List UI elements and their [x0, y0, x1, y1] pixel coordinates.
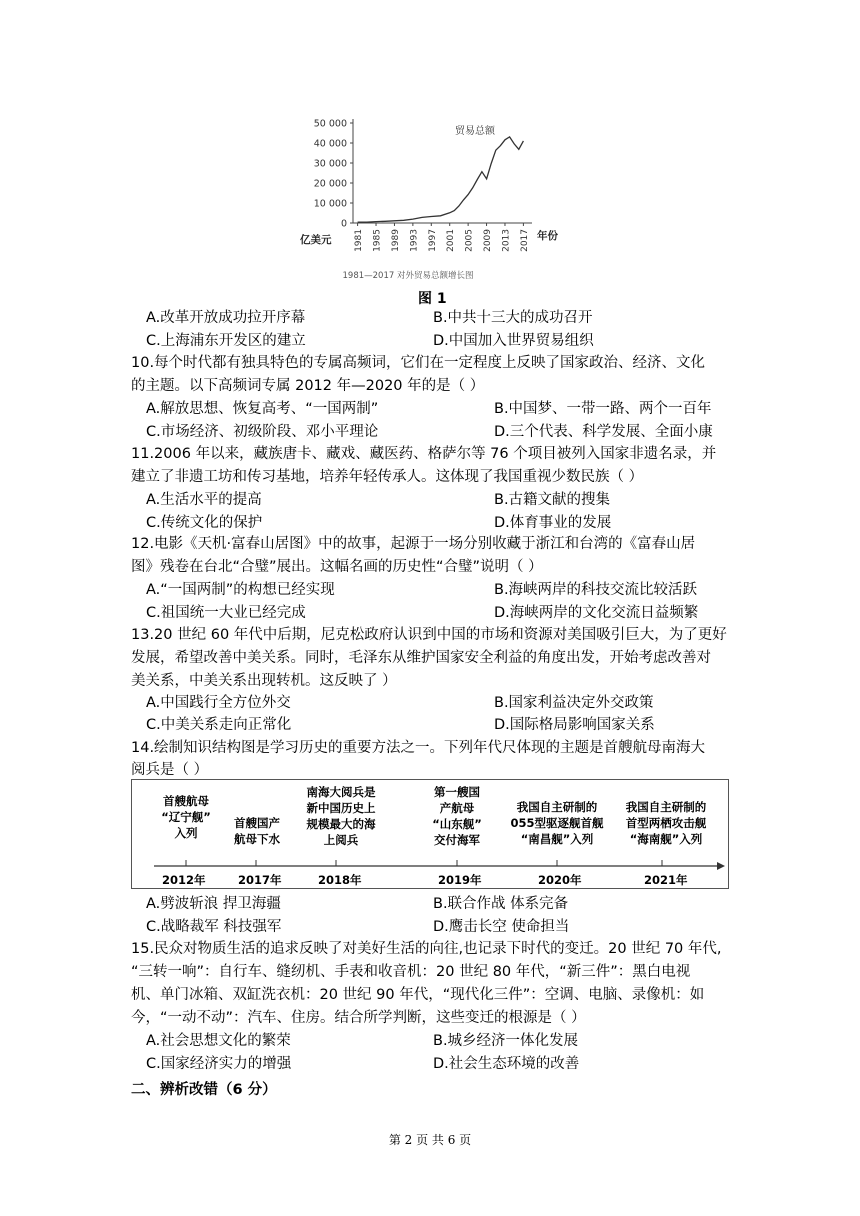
q15-text-line3: 机、单门冰箱、双缸洗衣机：20 世纪 90 年代，“现代化三件”：空调、电脑、录像机：如 — [131, 987, 705, 1003]
q14-option-c: C.战略裁军 科技强军 — [146, 919, 282, 935]
timeline-year: 2018年 — [318, 873, 362, 887]
q10-text-line2: 的主题。以下高频词专属 2012 年—2020 年的是（ ） — [131, 378, 485, 394]
x-tick-label: 2009 — [483, 229, 494, 252]
q15-text-line2: “三转一响”：自行车、缝纫机、手表和收音机：20 世纪 80 年代，“新三件”：黑白电视 — [131, 964, 691, 980]
q12-option-b: B.海峡两岸的科技交流比较活跃 — [494, 582, 698, 598]
q13-option-d: D.国际格局影响国家关系 — [494, 717, 655, 733]
timeline-event-2020: 我国自主研制的 055型驱逐舰首舰 “南昌舰”入列 — [510, 800, 604, 846]
y-tick-label: 50 000 — [313, 118, 347, 130]
q10-option-c: C.市场经济、初级阶段、邓小平理论 — [146, 424, 379, 440]
chart-title: 1981—2017 对外贸易总额增长图 — [342, 271, 474, 281]
timeline-figure — [131, 779, 729, 889]
series-label: 贸易总额 — [455, 126, 495, 137]
page-footer: 第 2 页 共 6 页 — [388, 1133, 472, 1147]
q12-text-line1: 12.电影《天机·富春山居图》中的故事，起源于一场分别收藏于浙江和台湾的《富春山居 — [131, 536, 696, 552]
q11-option-a: A.生活水平的提高 — [146, 492, 262, 508]
timeline-event-2019: 第一艘国 产航母 “山东舰” 交付海军 — [432, 785, 482, 847]
x-tick-label: 1989 — [390, 229, 401, 252]
q15-option-b: B.城乡经济一体化发展 — [433, 1033, 579, 1049]
trade-series-line — [358, 137, 524, 222]
timeline-year: 2019年 — [438, 873, 482, 887]
timeline-year: 2017年 — [238, 873, 282, 887]
q13-text-line3: 美关系，中美关系出现转机。这反映了 ） — [131, 673, 397, 689]
x-unit-label: 年份 — [537, 230, 558, 242]
y-unit-label: 亿美元 — [300, 234, 332, 246]
timeline-event-2017: 首艘国产 航母下水 — [234, 816, 280, 846]
q9-option-b: B.中共十三大的成功召开 — [433, 310, 593, 326]
y-tick-label: 0 — [340, 218, 347, 230]
x-tick-label: 2013 — [501, 229, 512, 252]
y-tick-label: 10 000 — [313, 198, 347, 210]
q9-option-d: D.中国加入世界贸易组织 — [433, 333, 594, 349]
q13-text-line1: 13.20 世纪 60 年代中后期，尼克松政府认识到中国的市场和资源对美国吸引巨大，为了更好 — [131, 627, 727, 643]
y-tick-label: 40 000 — [313, 138, 347, 150]
timeline-arrow — [717, 862, 725, 870]
q11-option-b: B.古籍文献的搜集 — [494, 492, 611, 508]
q10-option-b: B.中国梦、一带一路、两个一百年 — [494, 401, 712, 417]
q14-option-b: B.联合作战 体系完备 — [433, 896, 569, 912]
x-tick-label: 1985 — [372, 229, 383, 252]
timeline-year: 2021年 — [644, 873, 688, 887]
x-tick-label: 2017 — [519, 229, 530, 252]
q15-option-c: C.国家经济实力的增强 — [146, 1056, 292, 1072]
q14-option-a: A.劈波斩浪 捍卫海疆 — [146, 896, 281, 912]
y-tick-label: 30 000 — [313, 158, 347, 170]
timeline-event-2021: 我国自主研制的 首型两栖攻击舰 “海南舰”入列 — [625, 800, 707, 846]
q10-text-line1: 10.每个时代都有独具特色的专属高频词，它们在一定程度上反映了国家政治、经济、文化 — [131, 355, 706, 371]
figure-label: 图 1 — [418, 291, 447, 307]
q11-option-c: C.传统文化的保护 — [146, 515, 263, 531]
q12-option-d: D.海峡两岸的文化交流日益频繁 — [494, 605, 699, 621]
q15-option-a: A.社会思想文化的繁荣 — [146, 1033, 291, 1049]
q12-option-a: A.“一国两制”的构想已经实现 — [146, 582, 335, 598]
q15-option-d: D.社会生态环境的改善 — [433, 1056, 580, 1072]
q14-option-d: D.鹰击长空 使命担当 — [433, 919, 570, 935]
q11-text-line1: 11.2006 年以来，藏族唐卡、藏戏、藏医药、格萨尔等 76 个项目被列入国家非遗名录，并 — [131, 446, 717, 462]
q13-option-a: A.中国践行全方位外交 — [146, 695, 291, 711]
q11-text-line2: 建立了非遗工坊和传习基地，培养年轻传承人。这体现了我国重视少数民族（ ） — [131, 469, 644, 485]
q12-option-c: C.祖国统一大业已经完成 — [146, 605, 306, 621]
x-tick-label: 1997 — [427, 229, 438, 252]
q9-option-a: A.改革开放成功拉开序幕 — [146, 310, 306, 326]
x-tick-label: 2001 — [446, 229, 457, 252]
x-tick-label: 1993 — [409, 229, 420, 252]
q14-text-line1: 14.绘制知识结构图是学习历史的重要方法之一。下列年代尺体现的主题是首艘航母南海大 — [131, 740, 706, 756]
trade-chart — [300, 112, 560, 287]
q10-option-d: D.三个代表、科学发展、全面小康 — [494, 424, 713, 440]
y-tick-label: 20 000 — [313, 178, 347, 190]
q12-text-line2: 图》残卷在台北“合璧”展出。这幅名画的历史性“合璧”说明（ ） — [131, 559, 543, 575]
q13-option-b: B.国家利益决定外交政策 — [494, 695, 654, 711]
q15-text-line1: 15.民众对物质生活的追求反映了对美好生活的向往,也记录下时代的变迁。20 世纪 70 年代, — [131, 941, 722, 957]
timeline-year: 2012年 — [162, 873, 206, 887]
timeline-year: 2020年 — [538, 873, 582, 887]
q13-text-line2: 发展，希望改善中美关系。同时，毛泽东从维护国家安全利益的角度出发，开始考虑改善对 — [131, 650, 711, 666]
timeline-event-2012: 首艘航母 “辽宁舰” 入列 — [161, 794, 211, 840]
section-heading: 二、辨析改错（6 分） — [131, 1082, 277, 1098]
x-tick-label: 1981 — [354, 229, 365, 252]
q9-option-c: C.上海浦东开发区的建立 — [146, 333, 306, 349]
q15-text-line4: 今，“一动不动”：汽车、住房。结合所学判断，这些变迁的根源是（ ） — [131, 1010, 586, 1026]
q10-option-a: A.解放思想、恢复高考、“一国两制” — [146, 401, 379, 417]
q13-option-c: C.中美关系走向正常化 — [146, 717, 292, 733]
x-tick-label: 2005 — [464, 229, 475, 252]
timeline-event-2018: 南海大阅兵是 新中国历史上 规模最大的海 上阅兵 — [306, 785, 376, 847]
q14-text-line2: 阅兵是（ ） — [131, 762, 209, 778]
q11-option-d: D.体育事业的发展 — [494, 515, 612, 531]
